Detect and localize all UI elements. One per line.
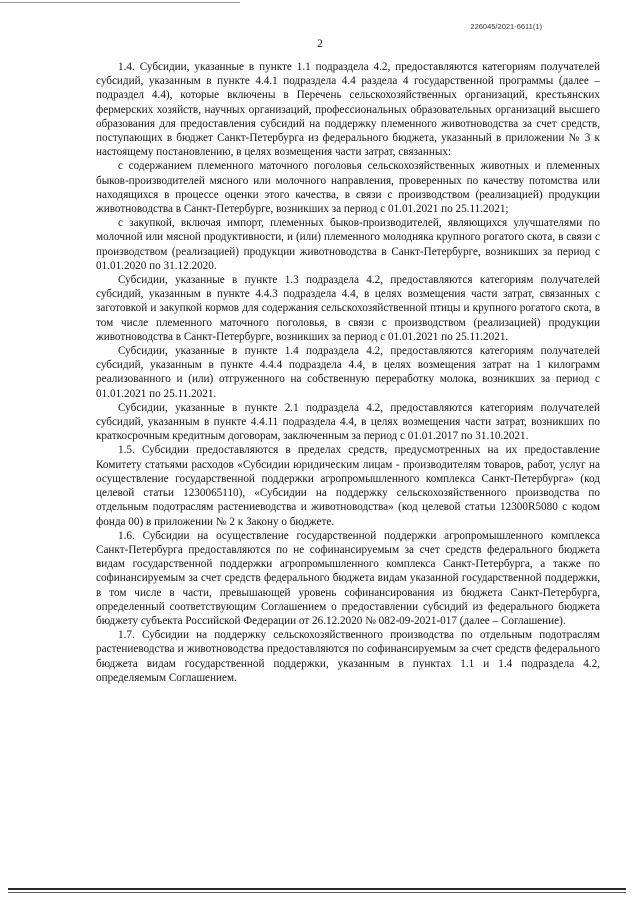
paragraph-1-4: 1.4. Субсидии, указанные в пункте 1.1 подраздела 4.2, предоставляются категориям получателей субсидий, указанным в пункте 4.4.1 подраздела 4.4 раздела 4 государственной программы (далее – подраздел 4.4), которые включены в Перечень сельскохозяйственных организаций, крестьянских фермерских хозяйств, научных организаций, профессиональных образовательных организаций высшего образования для предоставления субсидий на поддержку племенного животноводства за счет средств, поступающих в бюджет Санкт-Петербурга из федерального бюджета, указанный в приложении № 3 к настоящему постановлению, в целях возмещения части затрат, связанных: xyxy=(96,61,600,159)
paragraph-breeding-bulls-purchase: с закупкой, включая импорт, племенных быков-производителей, являющихся улучшателями по молочной или мясной продуктивности, и (или) племенного молодняка крупного рогатого скота, в связи с производством (реализацией) продукции животноводства в Санкт-Петербурге, возникших за период с 01.01.2020 по 31.12.2020. xyxy=(96,217,600,272)
paragraph-credit-subsidy: Субсидии, указанные в пункте 2.1 подраздела 4.2, предоставляются категориям получателей субсидий, указанным в пункте 4.4.11 подраздела 4.4, в целях возмещения части затрат, возникших по краткосрочным кредитным договорам, заключенным за период с 01.01.2017 по 31.10.2021. xyxy=(96,401,600,443)
paragraph-feed-subsidy: Субсидии, указанные в пункте 1.3 подраздела 4.2, предоставляются категориям получателей субсидий, указанным в пункте 4.4.3 подраздела 4.4, в целях возмещения части затрат, связанных с заготовкой и закупкой кормов для содержания сельскохозяйственной птицы и крупного рогатого скота, в том числе племенного маточного поголовья, в связи с производством (реализацией) продукции животноводства в Санкт-Петербурге, возникших за период с 01.01.2021 по 25.11.2021. xyxy=(96,274,600,343)
top-scan-rule xyxy=(0,2,240,3)
paragraph-1-5: 1.5. Субсидии предоставляются в пределах средств, предусмотренных на их предоставление Комитету статьями расходов «Субсидии юридическим лицам - производителям товаров, работ, услуг на осуществление государственной поддержки агропромышленного комплекса Санкт-Петербурга» (код целевой статьи 1230065110), «Субсидии на поддержку сельскохозяйственного производства по отдельным подотраслям растениеводства и животноводства» (код целевой статьи 12300R5080 с кодом фонда 00) в приложении № 2 к Закону о бюджете. xyxy=(96,444,600,528)
paragraph-breeding-livestock: с содержанием племенного маточного поголовья сельскохозяйственных животных и племенных быков-производителей мясного или молочного направления, проверенных по качеству потомства или находящихся в процессе оценки этого качества, в связи с производством (реализацией) продукции животноводства в Санкт-Петербурге, возникших за период с 01.01.2021 по 25.11.2021; xyxy=(96,160,600,216)
document-body xyxy=(96,60,600,685)
paragraph-milk-subsidy: Субсидии, указанные в пункте 1.4 подраздела 4.2, предоставляются категориям получателей субсидий, указанным в пункте 4.4.4 подраздела 4.4, в целях возмещения затрат на 1 килограмм реализованного и (или) отгруженного на собственную переработку молока, возникших за период с 01.01.2021 по 25.11.2021. xyxy=(96,345,600,400)
paragraph-1-6: 1.6. Субсидии на осуществление государственной поддержки агропромышленного комплекса Санкт-Петербурга предоставляются по не софинансируемым за счет средств федерального бюджета видам государственной поддержки агропромышленного комплекса Санкт-Петербурга, а также по софинансируемым за счет средств федерального бюджета видам указанной государственной поддержки, в том числе в части, превышающей уровень софинансирования из бюджета Санкт-Петербурга, определенный соответствующим Соглашением о предоставлении субсидий из федерального бюджета бюджету субъекта Российской Федерации от 26.12.2020 № 082-09-2021-017 (далее – Соглашение). xyxy=(96,529,600,627)
page-number: 2 xyxy=(317,38,323,50)
registration-number: 226045/2021-6611(1) xyxy=(470,22,542,31)
paragraph-1-7: 1.7. Субсидии на поддержку сельскохозяйственного производства по отдельным подотраслям растениеводства и животноводства предоставляются по софинансируемым за счет средств федерального бюджета видам государственной поддержки, указанным в пунктах 1.1 и 1.4 подраздела 4.2, определяемым Соглашением. xyxy=(96,629,600,684)
bottom-scan-rule-thin xyxy=(8,892,626,893)
bottom-scan-rule xyxy=(8,888,626,890)
